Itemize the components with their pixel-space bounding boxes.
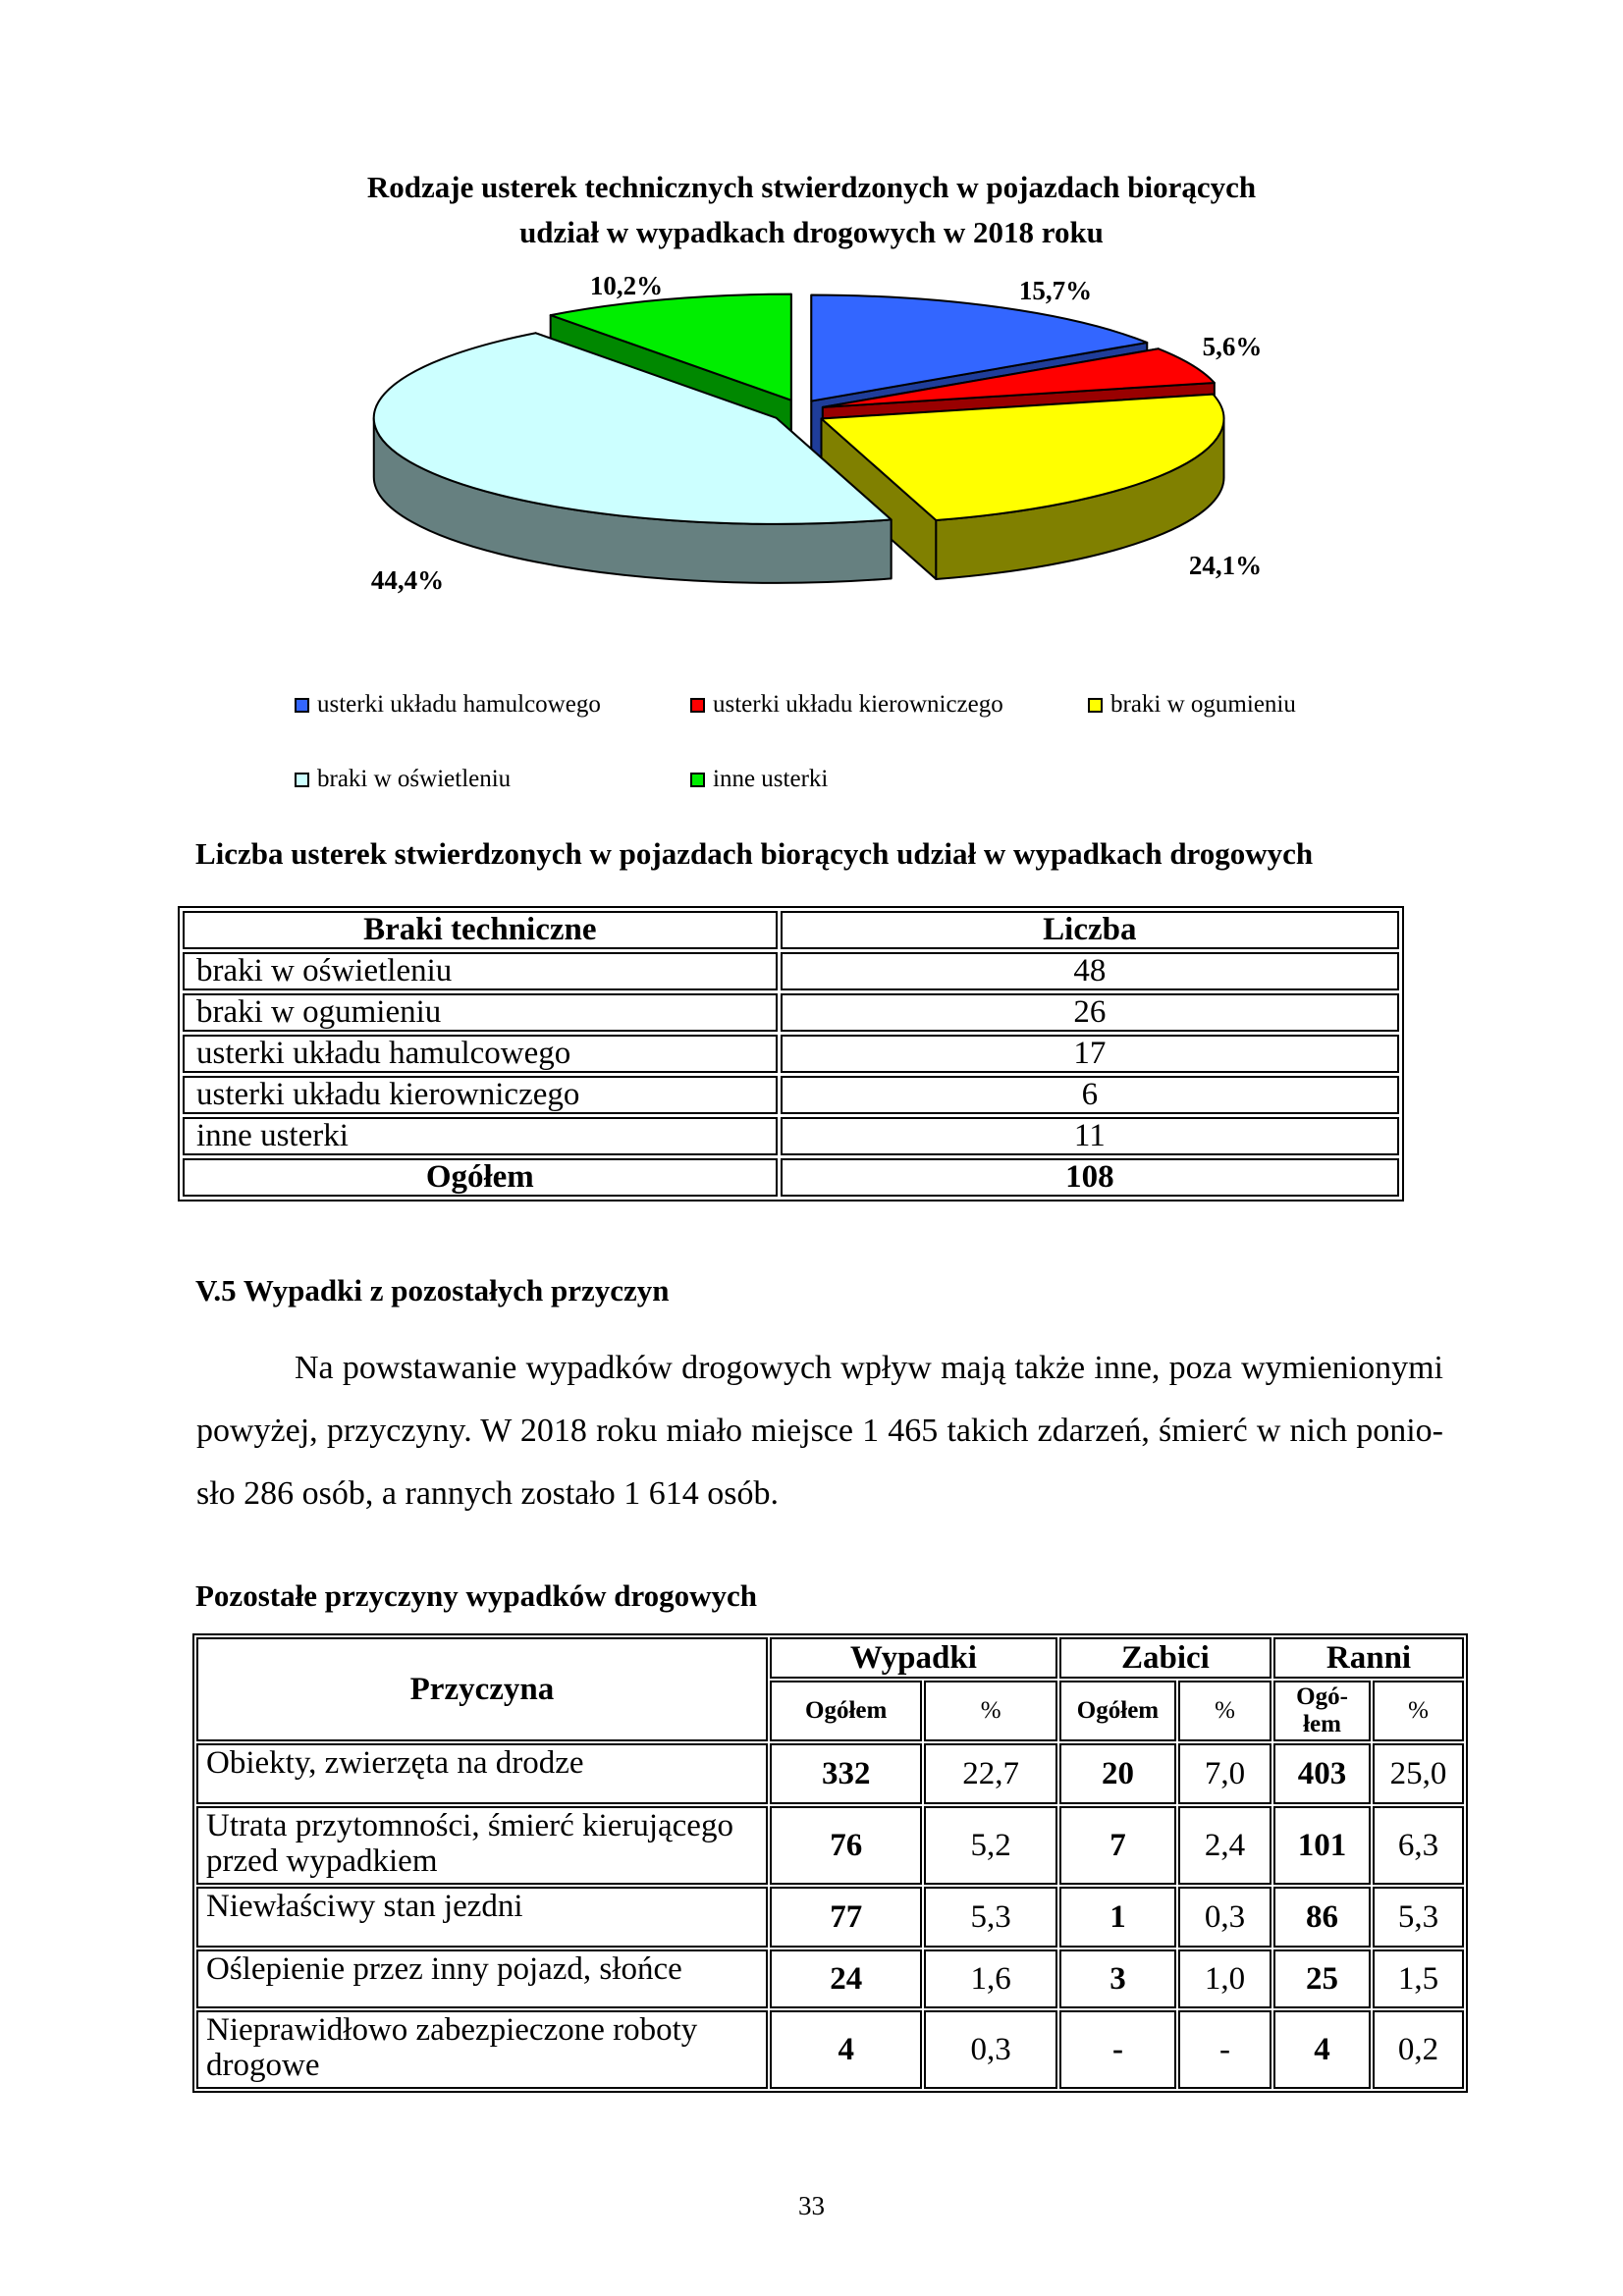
- wypadki-pct: 5,3: [924, 1887, 1056, 1948]
- cause-name: Niewłaściwy stan jezdni: [196, 1887, 768, 1948]
- sub-ranni-total: [1273, 1681, 1371, 1741]
- wypadki-pct: 22,7: [924, 1743, 1056, 1804]
- zabici-total: 1: [1059, 1887, 1176, 1948]
- data-label-tyres: 24,1%: [1188, 551, 1263, 580]
- defect-name: braki w ogumieniu: [183, 993, 778, 1032]
- wypadki-total: 77: [770, 1887, 923, 1948]
- sub-wypadki-total: Ogółem: [770, 1681, 923, 1741]
- page-number: 33: [798, 2191, 825, 2220]
- legend-label-other: inne usterki: [713, 766, 829, 792]
- legend-label-brakes: usterki układu hamulcowego: [317, 691, 601, 718]
- table-row: [196, 1743, 1464, 1804]
- chart-title-line-2: udział w wypadkach drogowych w 2018 roku: [519, 215, 1104, 249]
- legend-label-lighting: braki w oświetleniu: [317, 766, 512, 792]
- ranni-pct: 5,3: [1373, 1887, 1464, 1948]
- sub-ranni-total-part-2: łem: [1303, 1711, 1341, 1737]
- defects-col-count: Liczba: [781, 911, 1399, 949]
- legend-label-steering: usterki układu kierowniczego: [713, 691, 1003, 718]
- table-row: [183, 993, 1399, 1032]
- legend-swatch-lighting: [295, 773, 309, 787]
- sub-zabici-pct: %: [1178, 1681, 1271, 1741]
- legend-item-other: [690, 765, 828, 794]
- ranni-pct: 25,0: [1373, 1743, 1464, 1804]
- defect-total-count: 108: [781, 1158, 1399, 1197]
- sub-zabici-total: Ogółem: [1059, 1681, 1176, 1741]
- table-row: [183, 1035, 1399, 1073]
- defect-count: 26: [781, 993, 1399, 1032]
- wypadki-total: 24: [770, 1949, 923, 2008]
- zabici-pct: 1,0: [1178, 1949, 1271, 2008]
- ranni-pct: 6,3: [1373, 1806, 1464, 1885]
- zabici-total: 3: [1059, 1949, 1176, 2008]
- legend-swatch-brakes: [295, 698, 309, 713]
- chart-title-line-1: Rodzaje usterek technicznych stwierdzonych w pojazdach biorących: [366, 170, 1257, 204]
- table-row: [196, 2010, 1464, 2089]
- table-row: [196, 1949, 1464, 2008]
- zabici-total: 7: [1059, 1806, 1176, 1885]
- defects-heading: Liczba usterek stwierdzonych w pojazdach biorących udział w wypadkach drogowych: [195, 836, 1314, 871]
- causes-table: [192, 1633, 1468, 2093]
- wypadki-pct: 5,2: [924, 1806, 1056, 1885]
- wypadki-total: 4: [770, 2010, 923, 2089]
- table-row: [196, 1806, 1464, 1885]
- cause-name: Nieprawidłowo zabezpieczone roboty drogowe: [196, 2010, 768, 2089]
- legend-swatch-steering: [690, 698, 705, 713]
- causes-group-header-row: [196, 1637, 1464, 1679]
- zabici-pct: 0,3: [1178, 1887, 1271, 1948]
- legend-swatch-other: [690, 773, 705, 787]
- defect-count: 11: [781, 1117, 1399, 1155]
- defect-total-label: Ogółem: [183, 1158, 778, 1197]
- ranni-total: 101: [1273, 1806, 1371, 1885]
- ranni-total: 4: [1273, 2010, 1371, 2089]
- legend-item-lighting: [295, 765, 511, 794]
- defect-name: usterki układu hamulcowego: [183, 1035, 778, 1073]
- ranni-total: 86: [1273, 1887, 1371, 1948]
- section-v5-heading: V.5 Wypadki z pozostałych przyczyn: [195, 1273, 670, 1308]
- sub-ranni-pct: %: [1373, 1681, 1464, 1741]
- data-label-other: 10,2%: [589, 271, 664, 300]
- table-row: [196, 1887, 1464, 1948]
- causes-col-cause: Przyczyna: [196, 1637, 768, 1741]
- legend-item-steering: [690, 690, 1003, 720]
- paragraph-line-3: sło 286 osób, a rannych zostało 1 614 osób.: [196, 1475, 780, 1512]
- causes-group-ranni: Ranni: [1273, 1637, 1464, 1679]
- legend-item-tyres: [1088, 690, 1296, 720]
- causes-group-wypadki: Wypadki: [770, 1637, 1057, 1679]
- data-label-steering: 5,6%: [1202, 332, 1263, 361]
- cause-name: Utrata przytomności, śmierć kierującego przed wypadkiem: [196, 1806, 768, 1885]
- causes-group-zabici: Zabici: [1059, 1637, 1271, 1679]
- ranni-total: 403: [1273, 1743, 1371, 1804]
- zabici-pct: 7,0: [1178, 1743, 1271, 1804]
- ranni-pct: 1,5: [1373, 1949, 1464, 2008]
- wypadki-pct: 0,3: [924, 2010, 1056, 2089]
- zabici-total: 20: [1059, 1743, 1176, 1804]
- data-label-brakes: 15,7%: [1018, 276, 1093, 305]
- defects-total-row: [183, 1158, 1399, 1197]
- zabici-total: -: [1059, 2010, 1176, 2089]
- defect-count: 48: [781, 952, 1399, 990]
- zabici-pct: -: [1178, 2010, 1271, 2089]
- causes-heading: Pozostałe przyczyny wypadków drogowych: [195, 1578, 758, 1613]
- wypadki-total: 76: [770, 1806, 923, 1885]
- paragraph-line-1: Na powstawanie wypadków drogowych wpływ mają także inne, poza wymienionymi: [295, 1350, 1443, 1386]
- legend-swatch-tyres: [1088, 698, 1103, 713]
- sub-wypadki-pct: %: [924, 1681, 1056, 1741]
- defect-name: braki w oświetleniu: [183, 952, 778, 990]
- paragraph-line-2: powyżej, przyczyny. W 2018 roku miało miejsce 1 465 takich zdarzeń, śmierć w nich ponio-: [196, 1413, 1443, 1449]
- cause-name: Obiekty, zwierzęta na drodze: [196, 1743, 768, 1804]
- defect-count: 6: [781, 1076, 1399, 1114]
- defects-col-name: Braki techniczne: [183, 911, 778, 949]
- wypadki-total: 332: [770, 1743, 923, 1804]
- pie-chart: [0, 0, 1623, 707]
- defect-name: usterki układu kierowniczego: [183, 1076, 778, 1114]
- ranni-total: 25: [1273, 1949, 1371, 2008]
- defects-table: [178, 906, 1404, 1201]
- table-row: [183, 1117, 1399, 1155]
- cause-name: Oślepienie przez inny pojazd, słońce: [196, 1949, 768, 2008]
- sub-ranni-total-part-1: Ogó-: [1296, 1683, 1348, 1710]
- defect-count: 17: [781, 1035, 1399, 1073]
- section-v5-paragraph: [196, 1337, 1443, 1525]
- defects-header-row: [183, 911, 1399, 949]
- defect-name: inne usterki: [183, 1117, 778, 1155]
- table-row: [183, 1076, 1399, 1114]
- legend-item-brakes: [295, 690, 601, 720]
- wypadki-pct: 1,6: [924, 1949, 1056, 2008]
- zabici-pct: 2,4: [1178, 1806, 1271, 1885]
- table-row: [183, 952, 1399, 990]
- ranni-pct: 0,2: [1373, 2010, 1464, 2089]
- legend-label-tyres: braki w ogumieniu: [1110, 691, 1296, 718]
- data-label-lighting: 44,4%: [370, 565, 445, 595]
